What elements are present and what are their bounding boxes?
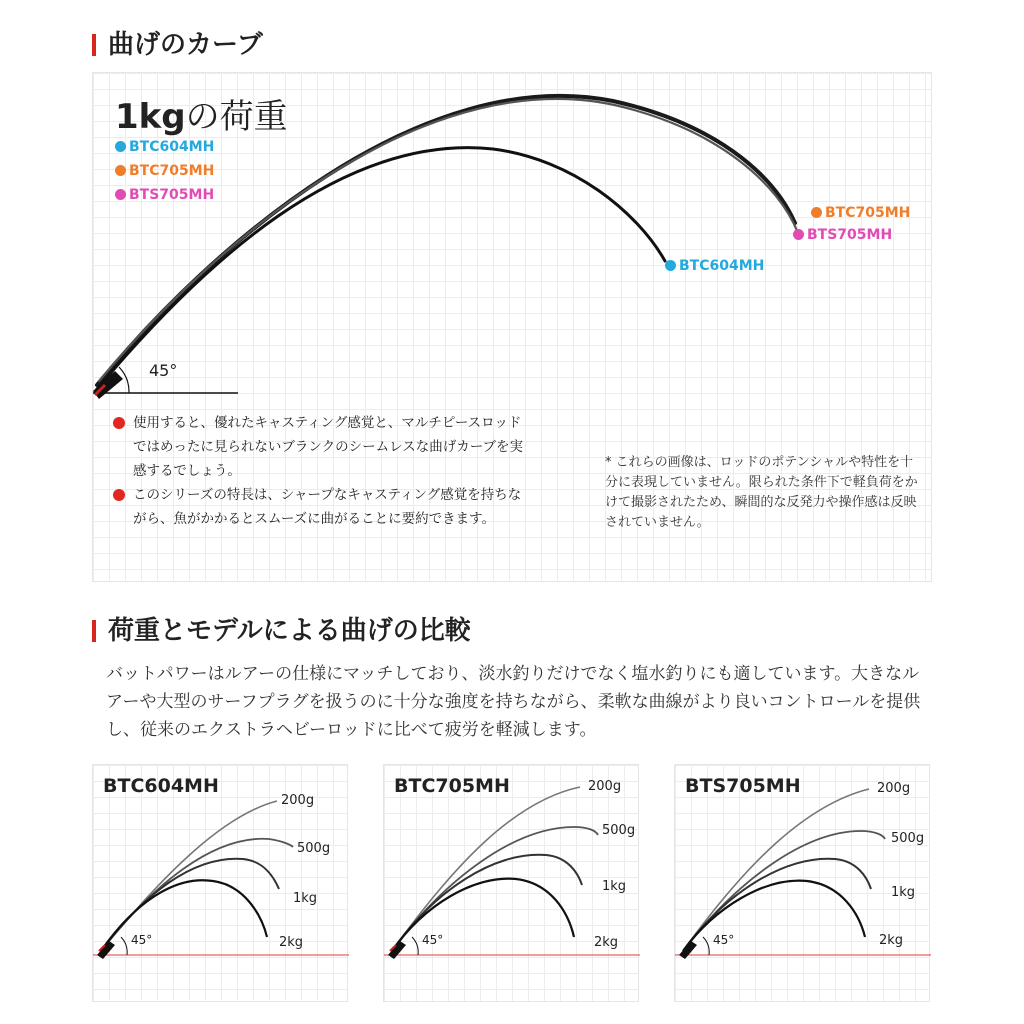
comparison-description: バットパワーはルアーの仕様にマッチしており、淡水釣りだけでなく塩水釣りにも適しています。大きなルアーや大型のサーフプラグを扱うのに十分な強度を持ちながら、柔軟な曲線がより良いコントロールを提供し、従来のエクストラヘビーロッドに比べて疲労を軽減します。 [106,664,921,740]
feature-item: 使用すると、優れたキャスティング感覚と、マルチピースロッドではめったに見られないブランクのシームレスな曲げカーブを実感するでしょう。 [111,411,531,483]
end-label-bts705mh: BTS705MH [793,227,892,243]
angle-label: 45° [149,361,178,380]
panel-model-name: BTC705MH [394,775,510,797]
curve-200g [101,801,277,951]
section-title-comparison: 荷重とモデルによる曲げの比較 [92,614,471,648]
load-label-500g: 500g [602,823,636,838]
legend-dot [115,165,126,176]
disclaimer-note: * これらの画像は、ロッドのポテンシャルや特性を十分に表現していません。限られた条件下で軽負荷をかけて撮影されたため、瞬間的な反発力や操作感は反映されていません。 [605,455,918,530]
curve-500g [101,839,293,951]
rod-curve-btc604mh [97,148,665,389]
angle-label: 45° [713,933,735,947]
section-title-bend-curve: 曲げのカーブ [92,28,263,62]
angle-label: 45° [422,933,444,947]
load-label-200g: 200g [281,793,315,808]
curve-2kg [101,880,267,951]
legend-bts705mh: BTS705MH [115,187,214,203]
end-label-btc705mh: BTC705MH [811,205,910,221]
load-label-200g: 200g [588,779,622,794]
load-label-200g: 200g [877,781,911,796]
comparison-panel-bts705mh [674,764,930,1002]
comparison-panel-btc604mh [92,764,348,1002]
load-label-500g: 500g [297,841,331,856]
load-label-2kg: 2kg [594,935,619,950]
load-label-2kg: 2kg [879,933,904,948]
load-label-1kg: 1kg [293,891,318,906]
curve-200g [392,787,580,951]
legend-btc705mh: BTC705MH [115,163,214,179]
panel-model-name: BTS705MH [685,775,801,797]
comparison-panel-btc705mh [383,764,639,1002]
angle-label: 45° [131,933,153,947]
legend-dot [115,141,126,152]
bend-curve-panel [92,72,932,582]
bend-comparison-diagram [675,765,931,1003]
load-title: 1kgの荷重 [115,97,288,137]
load-label-1kg: 1kg [891,885,916,900]
curve-1kg [683,859,871,951]
legend-btc604mh: BTC604MH [115,139,214,155]
curve-1kg [392,855,582,951]
load-label-2kg: 2kg [279,935,304,950]
panel-model-name: BTC604MH [103,775,219,797]
end-label-btc604mh: BTC604MH [665,258,764,274]
legend-dot [115,189,126,200]
load-label-500g: 500g [891,831,925,846]
load-label-1kg: 1kg [602,879,627,894]
feature-list [111,411,531,531]
feature-item: このシリーズの特長は、シャープなキャスティング感覚を持ちながら、魚がかかるとスムーズに曲がることに要約できます。 [111,483,531,531]
